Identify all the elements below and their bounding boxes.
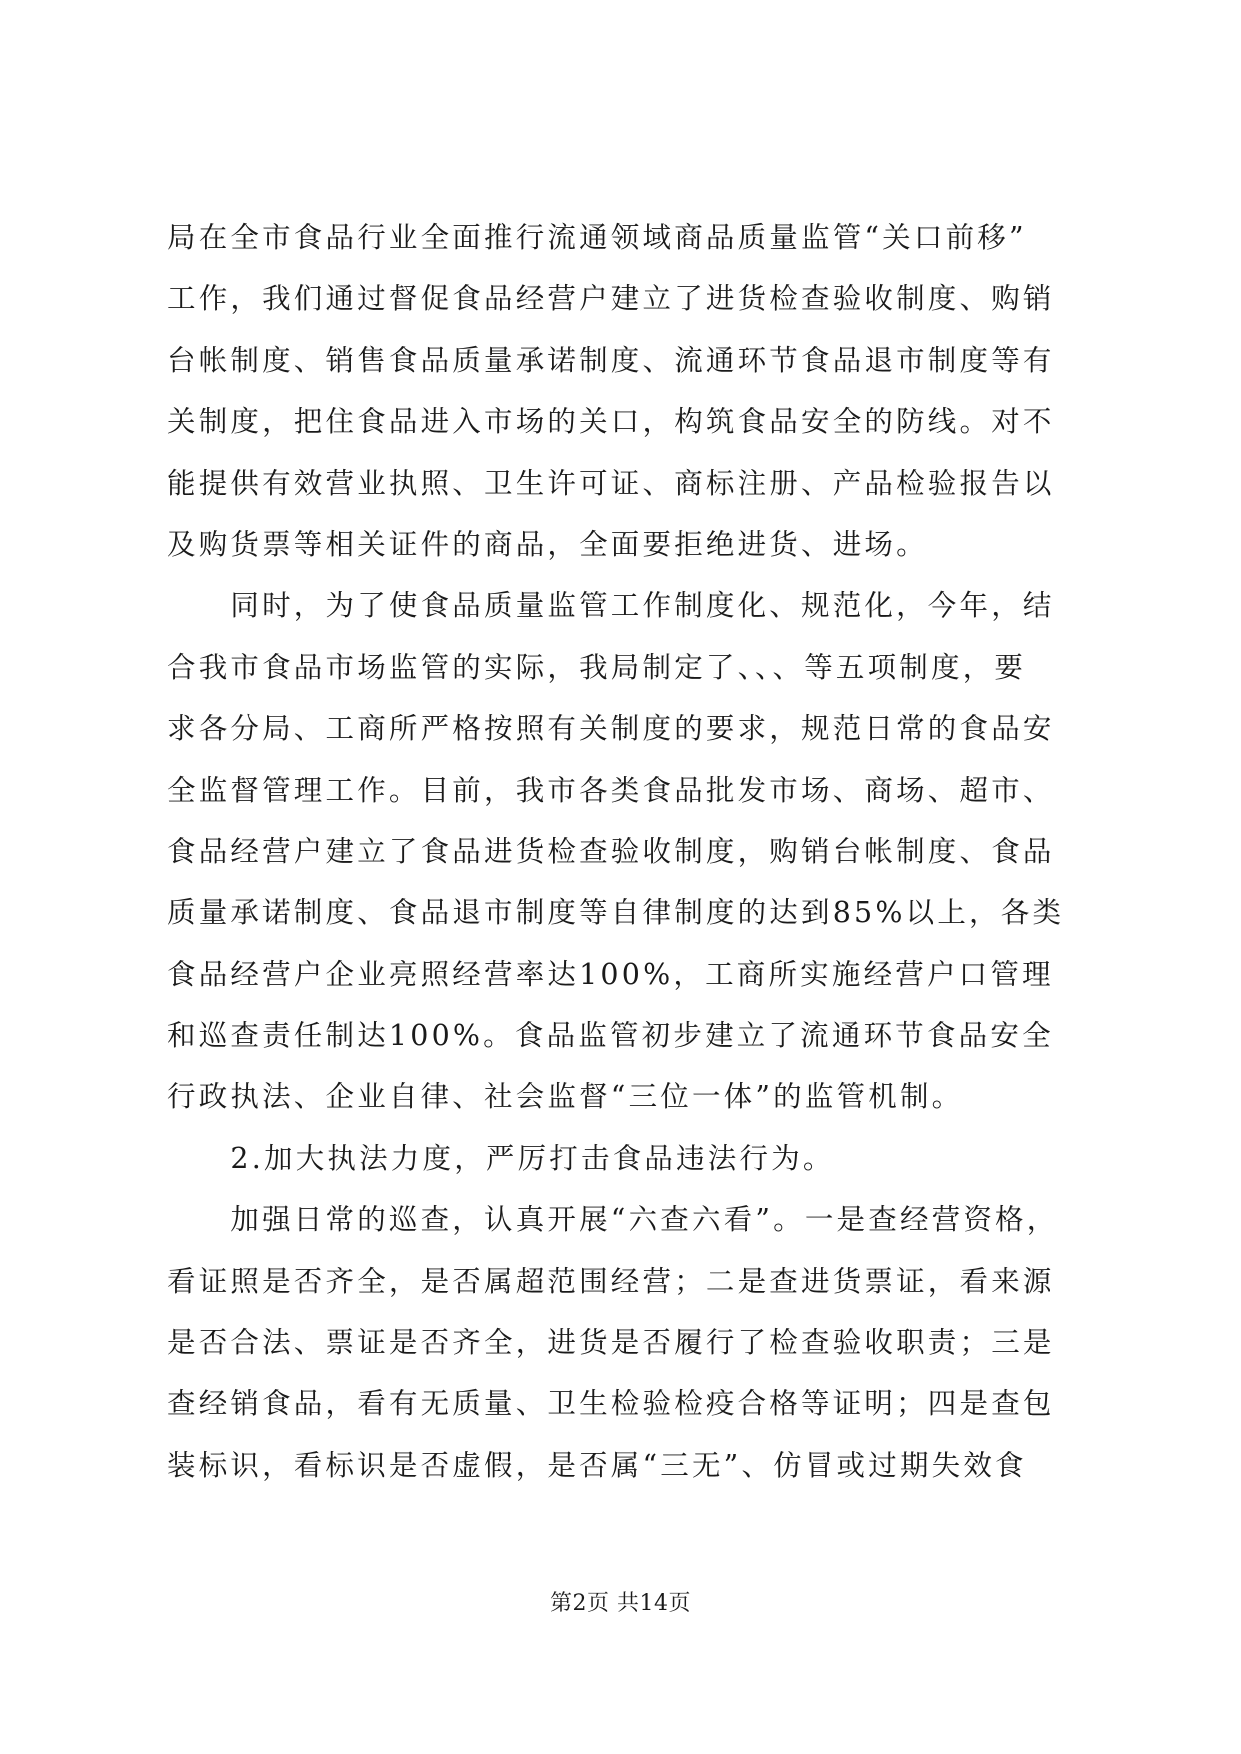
text-line: 局在全市食品行业全面推行流通领域商品质量监管“关口前移” [167,221,1027,254]
text-line: 全监督管理工作。目前，我市各类食品批发市场、商场、超市、 [167,773,1055,807]
text-line: 台帐制度、销售食品质量承诺制度、流通环节食品退市制度等有 [167,343,1055,377]
text-line: 加强日常的巡查，认真开展“六查六看”。一是查经营资格， [167,1203,1059,1237]
text-line: 及购货票等相关证件的商品，全面要拒绝进货、进场。 [167,527,928,561]
text-line: 食品经营户建立了食品进货检查验收制度，购销台帐制度、食品 [167,834,1055,868]
text-line: 看证照是否齐全，是否属超范围经营；二是查进货票证，看来源 [167,1264,1055,1298]
text-line: 查经销食品，看有无质量、卫生检验检疫合格等证明；四是查包 [167,1387,1055,1421]
text-line: 工作，我们通过督促食品经营户建立了进货检查验收制度、购销 [167,282,1055,316]
text-line: 和巡查责任制达100%。食品监管初步建立了流通环节食品安全 [167,1019,1054,1053]
text-line: 食品经营户企业亮照经营率达100%，工商所实施经营户口管理 [167,957,1054,991]
section-heading: 2.加大执法力度，严厉打击食品违法行为。 [167,1141,835,1175]
document-body [167,207,1087,1496]
page-footer: 第2页 共14页 [550,1591,691,1616]
text-line: 行政执法、企业自律、社会监督“三位一体”的监管机制。 [167,1080,964,1114]
text-line: 装标识，看标识是否虚假，是否属“三无”、仿冒或过期失效食 [167,1448,1027,1482]
text-line: 能提供有效营业执照、卫生许可证、商标注册、产品检验报告以 [167,466,1055,500]
text-line: 关制度，把住食品进入市场的关口，构筑食品安全的防线。对不 [167,405,1055,439]
text-line: 是否合法、票证是否齐全，进货是否履行了检查验收职责；三是 [167,1326,1055,1360]
text-line: 质量承诺制度、食品退市制度等自律制度的达到85%以上，各类 [167,896,1065,930]
text-line: 同时，为了使食品质量监管工作制度化、规范化，今年，结 [167,589,1055,623]
text-line: 合我市食品市场监管的实际，我局制定了、、、等五项制度，要 [167,650,1027,684]
text-line: 求各分局、工商所严格按照有关制度的要求，规范日常的食品安 [167,712,1055,746]
